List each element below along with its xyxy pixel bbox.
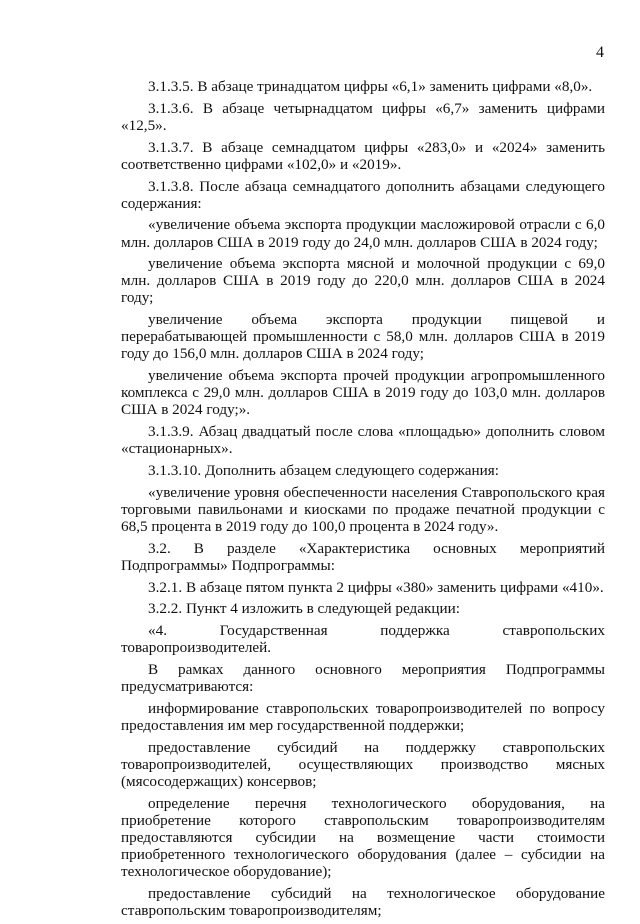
- paragraph-3-1-3-8: 3.1.3.8. После абзаца семнадцатого дополнить абзацами следующего содержания:: [121, 177, 605, 212]
- paragraph-item-4-intro: В рамках данного основного мероприятия Подпрограммы предусматриваются:: [121, 661, 605, 696]
- paragraph-informing: информирование ставропольских товаропроизводителей по вопросу предоставления им мер государственной поддержки;: [121, 700, 605, 735]
- paragraph-equipment-subsidies: предоставление субсидий на технологическое оборудование ставропольским товаропроизводителям;: [121, 885, 605, 920]
- paragraph-equipment-list: определение перечня технологического оборудования, на приобретение которого ставропольским товаропроизводителям предоставляются субсидии на возмещение части стоимости приобретенного технологического оборудования (далее – субсидии на технологическое оборудование);: [121, 794, 605, 881]
- page-number: 4: [596, 44, 604, 61]
- paragraph-3-2-2: 3.2.2. Пункт 4 изложить в следующей редакции:: [148, 600, 461, 618]
- paragraph-press-kiosks: «увеличение уровня обеспеченности населения Ставропольского края торговыми павильонами и киосками по продаже печатной продукции с 68,5 процента в 2019 году до 100,0 процента в 2024 году».: [121, 483, 605, 536]
- paragraph-3-1-3-9: 3.1.3.9. Абзац двадцатый после слова «площадью» дополнить словом «стационарных».: [121, 423, 605, 458]
- paragraph-3-2-1: 3.2.1. В абзаце пятом пункта 2 цифры «380» заменить цифрами «410».: [148, 578, 604, 596]
- paragraph-subsidies-canned-meat: предоставление субсидий на поддержку ставропольских товаропроизводителей, осуществляющих производство мясных (мясосодержащих) консервов;: [121, 738, 605, 791]
- paragraph-export-oil: «увеличение объема экспорта продукции масложировой отрасли с 6,0 млн. долларов США в 2019 году до 24,0 млн. долларов США в 2024 году;: [121, 216, 605, 251]
- paragraph-3-1-3-6: 3.1.3.6. В абзаце четырнадцатом цифры «6,7» заменить цифрами «12,5».: [121, 99, 605, 134]
- paragraph-item-4-heading: «4. Государственная поддержка ставропольских товаропроизводителей.: [121, 622, 605, 657]
- paragraph-3-1-3-7: 3.1.3.7. В абзаце семнадцатом цифры «283,0» и «2024» заменить соответственно цифрами «102,0» и «2019».: [121, 138, 605, 173]
- document-body: [121, 78, 605, 924]
- paragraph-3-1-3-5: 3.1.3.5. В абзаце тринадцатом цифры «6,1» заменить цифрами «8,0».: [148, 78, 593, 95]
- paragraph-export-other: увеличение объема экспорта прочей продукции агропромышленного комплекса с 29,0 млн. долларов США в 2019 году до 103,0 млн. долларов США в 2024 году;».: [121, 367, 605, 419]
- paragraph-3-2: 3.2. В разделе «Характеристика основных мероприятий Подпрограммы» Подпрограммы:: [121, 539, 605, 574]
- paragraph-export-meat-dairy: увеличение объема экспорта мясной и молочной продукции с 69,0 млн. долларов США в 2019 году до 220,0 млн. долларов США в 2024 году;: [121, 255, 605, 307]
- paragraph-3-1-3-10: 3.1.3.10. Дополнить абзацем следующего содержания:: [148, 462, 499, 480]
- paragraph-export-food: увеличение объема экспорта продукции пищевой и перерабатывающей промышленности с 58,0 млн. долларов США в 2019 году до 156,0 млн. долларов США в 2024 году;: [121, 311, 605, 363]
